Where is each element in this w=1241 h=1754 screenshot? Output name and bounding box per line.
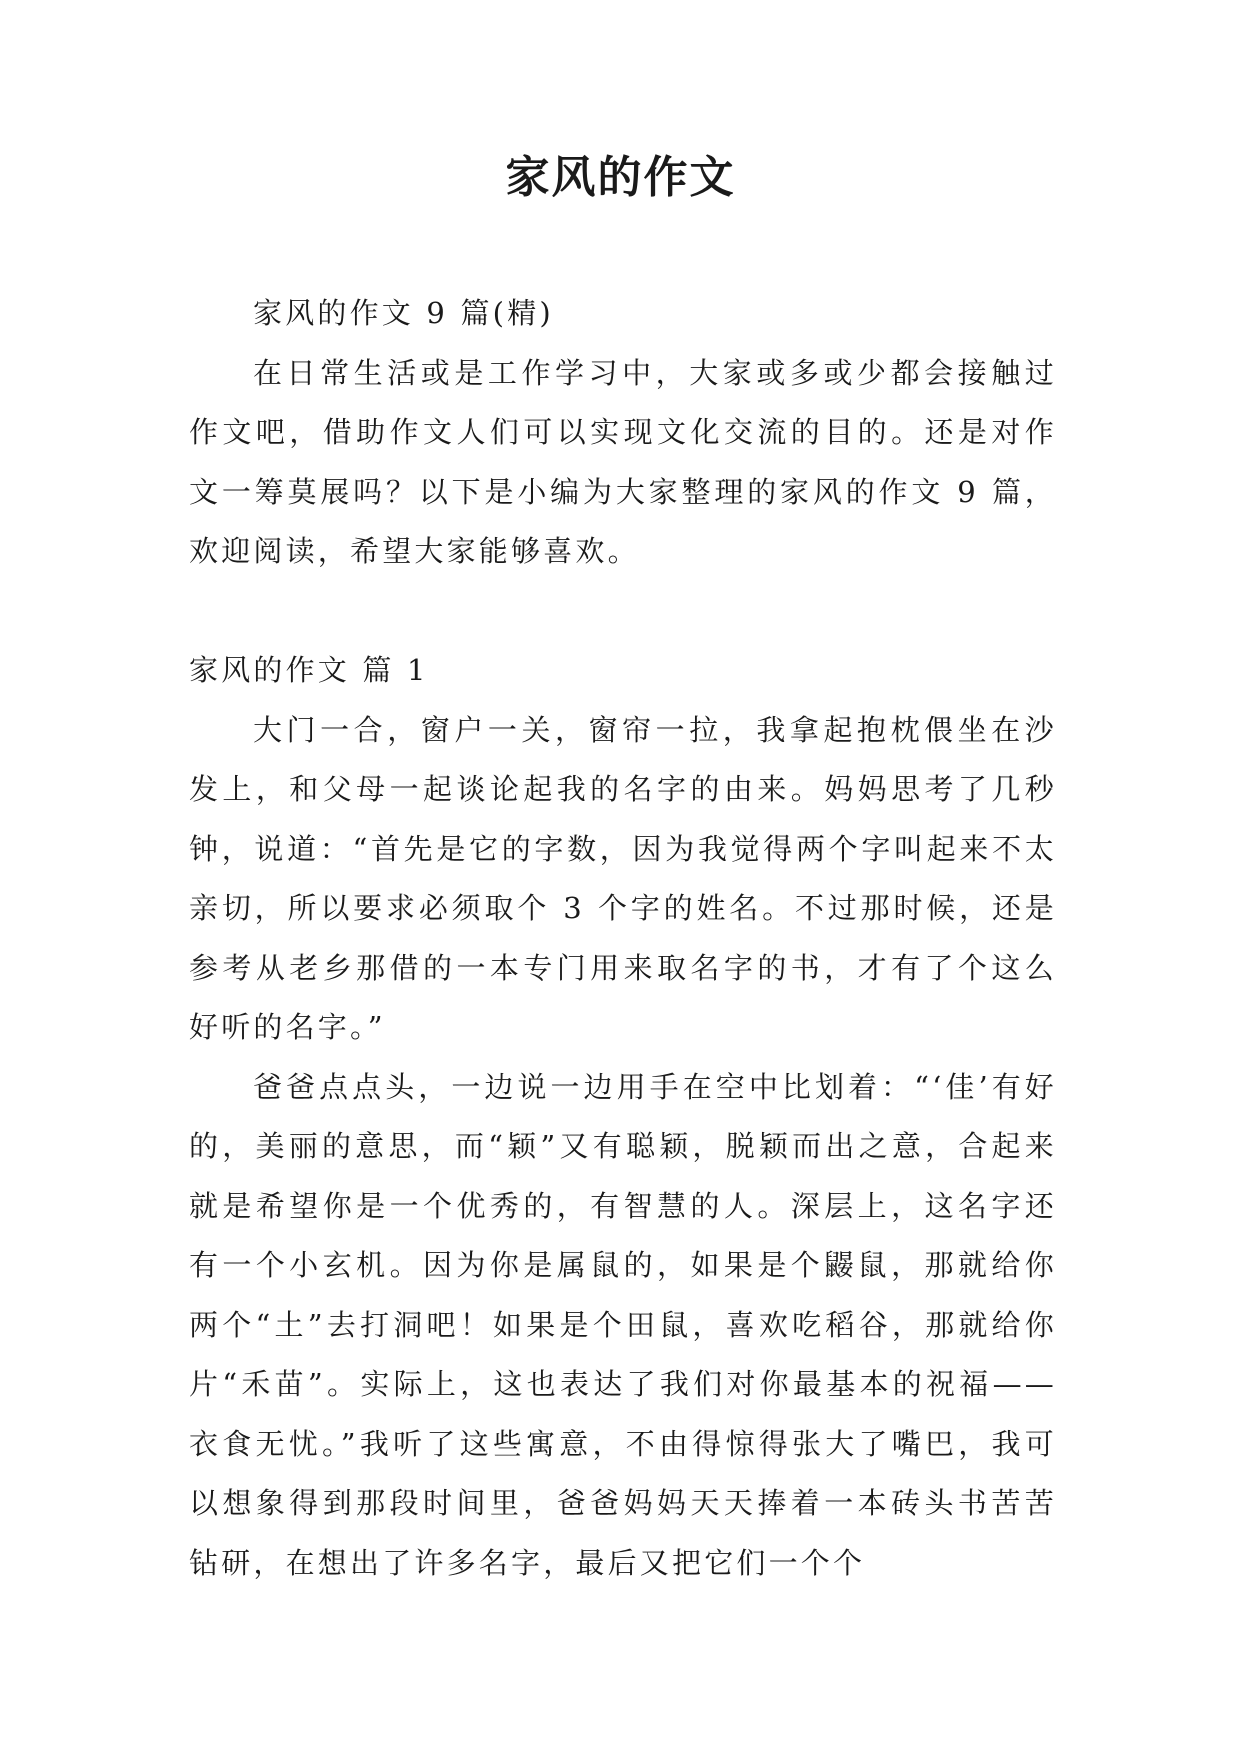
- section-heading: 家风的作文 篇 1: [189, 653, 429, 687]
- body-paragraph-2: 爸爸点点头，一边说一边用手在空中比划着：“‘佳’有好的，美丽的意思，而“颖”又有聪颖，脱颖而出之意，合起来就是希望你是一个优秀的，有智慧的人。深层上，这名字还有一个小玄机。因为你是属鼠的，如果是个鼹鼠，那就给你两个“土”去打洞吧！如果是个田鼠，喜欢吃稻谷，那就给你片“禾苗”。实际上，这也表达了我们对你最基本的祝福——衣食无忧。”我听了这些寓意，不由得惊得张大了嘴巴，我可以想象得到那段时间里，爸爸妈妈天天捧着一本砖头书苦苦钻研，在想出了许多名字，最后又把它们一个个: [189, 1069, 1057, 1580]
- body-paragraph-1: 大门一合，窗户一关，窗帘一拉，我拿起抱枕偎坐在沙发上，和父母一起谈论起我的名字的由来。妈妈思考了几秒钟，说道：“首先是它的字数，因为我觉得两个字叫起来不太亲切，所以要求必须取个 3 个字的姓名。不过那时候，还是参考从老乡那借的一本专门用来取名字的书，才有了个这么好听的名字。”: [189, 712, 1057, 1044]
- intro-paragraph: 在日常生活或是工作学习中，大家或多或少都会接触过作文吧，借助作文人们可以实现文化交流的目的。还是对作文一筹莫展吗？以下是小编为大家整理的家风的作文 9 篇，欢迎阅读，希望大家能够喜欢。: [189, 355, 1057, 568]
- document-title: 家风的作文: [505, 152, 736, 203]
- document-subtitle: 家风的作文 9 篇(精): [253, 296, 554, 330]
- document-body: [189, 284, 1057, 1593]
